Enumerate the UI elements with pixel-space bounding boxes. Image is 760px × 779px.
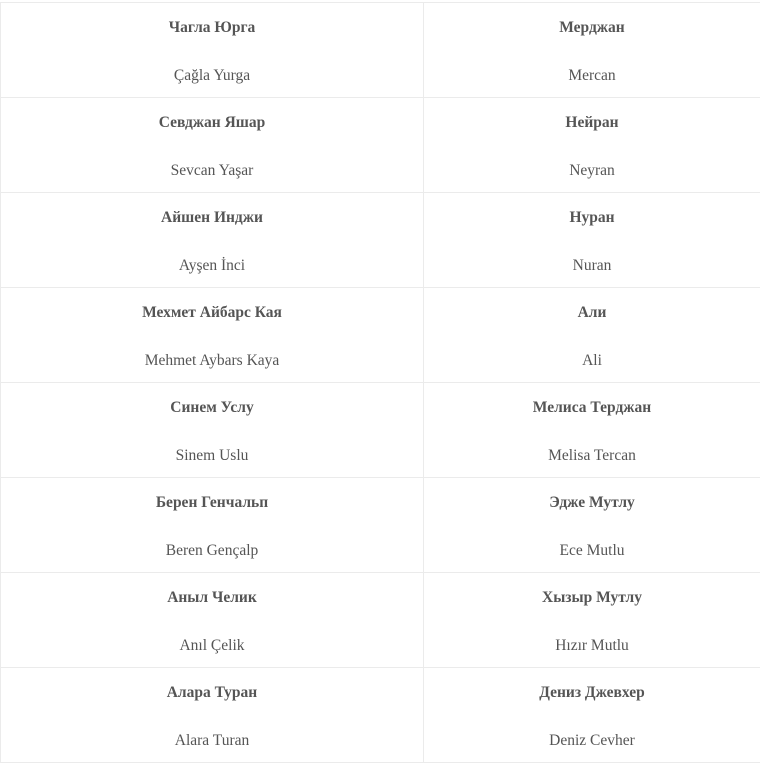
- name-russian: Эдже Мутлу: [549, 494, 635, 511]
- cast-names-table: [0, 2, 760, 763]
- table-row: [1, 98, 760, 193]
- table-cell: [1, 383, 424, 478]
- name-turkish: Ayşen İnci: [178, 257, 246, 274]
- table-cell: [424, 668, 760, 763]
- name-russian: Хызыр Мутлу: [542, 589, 642, 606]
- name-russian: Синем Услу: [170, 399, 254, 416]
- name-turkish: Hızır Mutlu: [555, 637, 629, 654]
- table-cell: [1, 98, 424, 193]
- table-cell: [1, 573, 424, 668]
- name-russian: Дениз Джевхер: [539, 684, 645, 701]
- table-cell: [424, 288, 760, 383]
- name-russian: Али: [577, 304, 607, 321]
- name-turkish: Nuran: [572, 257, 612, 274]
- name-russian: Мехмет Айбарс Кая: [142, 304, 282, 321]
- table-row: [1, 478, 760, 573]
- table-cell: [424, 383, 760, 478]
- name-russian: Аныл Челик: [167, 589, 257, 606]
- name-russian: Севджан Яшар: [158, 114, 266, 131]
- name-turkish: Sinem Uslu: [175, 447, 249, 464]
- name-russian: Мелиса Терджан: [532, 399, 652, 416]
- table-cell: [424, 98, 760, 193]
- table-row: [1, 3, 760, 98]
- name-turkish: Ece Mutlu: [559, 542, 625, 559]
- table-cell: [424, 573, 760, 668]
- name-turkish: Alara Turan: [174, 732, 250, 749]
- name-russian: Нейран: [565, 114, 619, 131]
- name-russian: Айшен Инджи: [161, 209, 263, 226]
- name-russian: Мерджан: [559, 19, 625, 36]
- name-turkish: Neyran: [569, 162, 615, 179]
- name-turkish: Anıl Çelik: [179, 637, 245, 654]
- table-cell: [424, 478, 760, 573]
- table-row: [1, 668, 760, 763]
- name-turkish: Sevcan Yaşar: [170, 162, 254, 179]
- name-russian: Берен Генчальп: [155, 494, 269, 511]
- table-row: [1, 193, 760, 288]
- table-cell: [1, 288, 424, 383]
- table-cell: [1, 193, 424, 288]
- table-row: [1, 288, 760, 383]
- name-turkish: Deniz Cevher: [549, 732, 635, 749]
- name-turkish: Melisa Tercan: [548, 447, 636, 464]
- table-cell: [1, 668, 424, 763]
- name-russian: Чагла Юрга: [168, 19, 256, 36]
- table-cell: [424, 193, 760, 288]
- name-turkish: Beren Gençalp: [165, 542, 259, 559]
- name-turkish: Mercan: [568, 67, 616, 84]
- table-cell: [1, 3, 424, 98]
- table-body: [1, 3, 760, 763]
- table-cell: [1, 478, 424, 573]
- name-russian: Алара Туран: [166, 684, 258, 701]
- name-turkish: Mehmet Aybars Kaya: [144, 352, 280, 369]
- table-row: [1, 573, 760, 668]
- table-row: [1, 383, 760, 478]
- name-russian: Нуран: [569, 209, 615, 226]
- table-cell: [424, 3, 760, 98]
- name-turkish: Ali: [582, 352, 602, 369]
- name-turkish: Çağla Yurga: [173, 67, 251, 84]
